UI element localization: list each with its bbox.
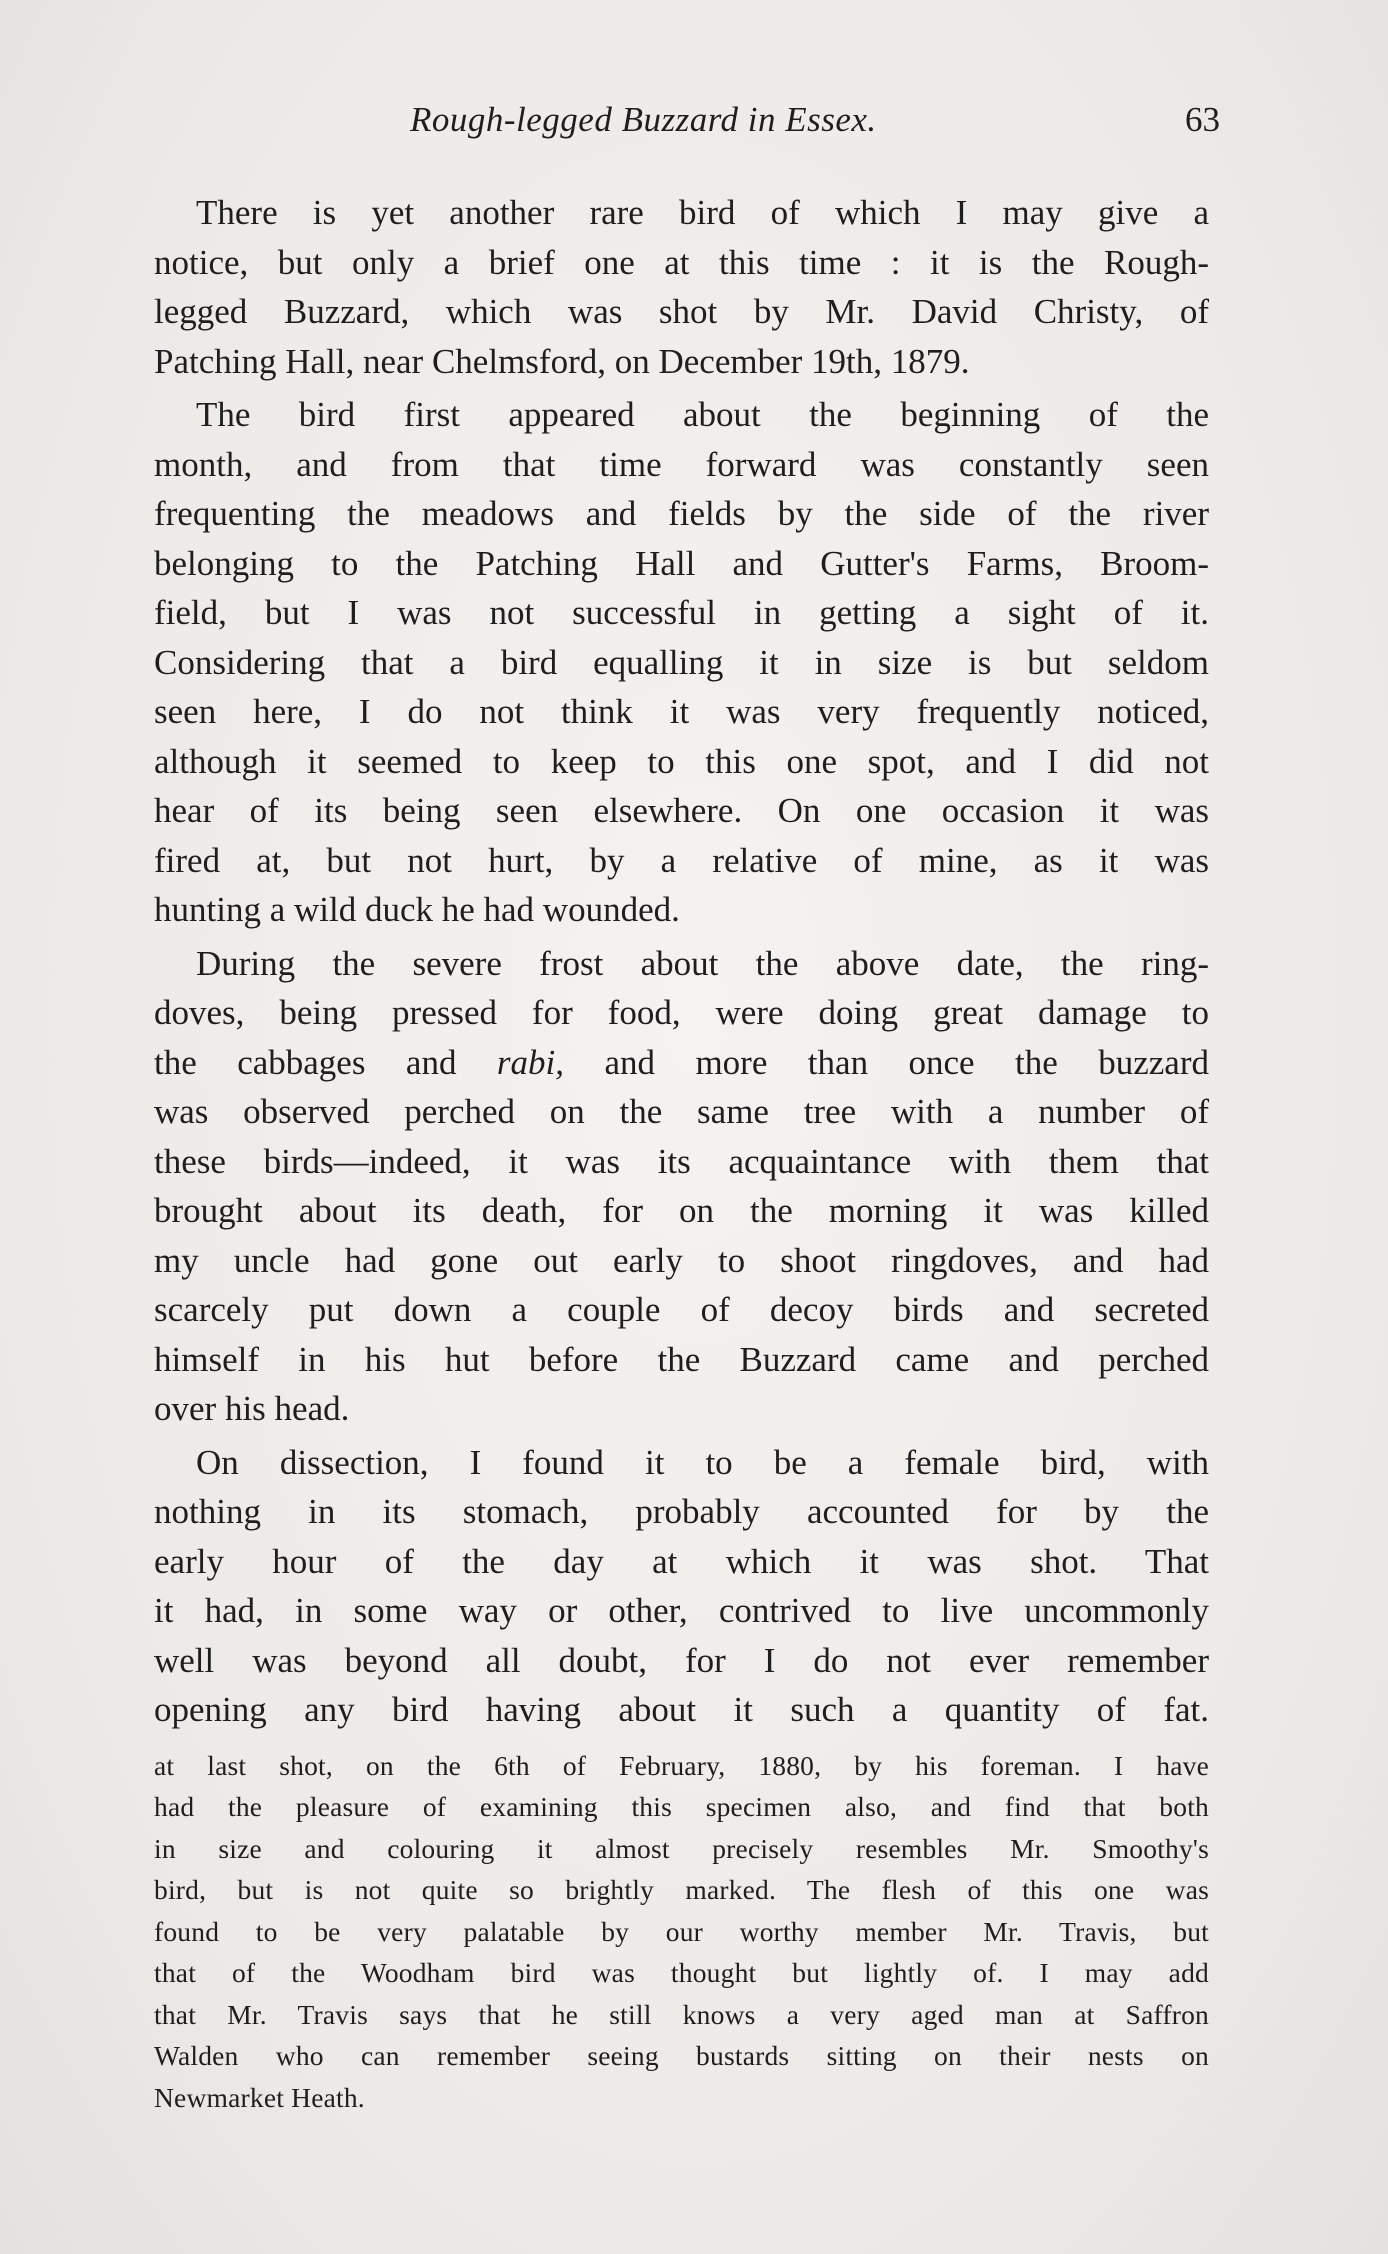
text-line: field, but I was not successful in getting a sight of it. [154, 593, 1209, 632]
text-line: The bird first appeared about the beginning of the [196, 395, 1209, 434]
body-text [154, 188, 1209, 2118]
text-line: fired at, but not hurt, by a relative of mine, as it was [154, 840, 1209, 880]
text-line: it had, in some way or other, contrived to live uncommonly [154, 1591, 1209, 1630]
page-number: 63 [1185, 100, 1220, 139]
footnote-line: Newmarket Heath. [154, 2081, 365, 2113]
running-title: Rough-legged Buzzard in Essex. [410, 100, 877, 139]
footnote-line: that Mr. Travis says that he still knows a very aged man at Saffron [154, 1998, 1209, 2030]
footnote-line: had the pleasure of examining this specimen also, and find that both [154, 1791, 1209, 1822]
text-line: my uncle had gone out early to shoot ringdoves, and had [154, 1240, 1209, 1280]
text-line: notice, but only a brief one at this time : it is the Rough- [154, 242, 1209, 282]
text-line: There is yet another rare bird of which I may give a [196, 193, 1209, 232]
text-line: was observed perched on the same tree with a number of [154, 1092, 1209, 1131]
paragraph-1 [154, 188, 1209, 386]
text-line: himself in his hut before the Buzzard came and perched [154, 1339, 1209, 1379]
text-line: Patching Hall, near Chelmsford, on December 19th, 1879. [154, 341, 970, 381]
text-line: hear of its being seen elsewhere. On one occasion it was [154, 791, 1209, 830]
text-line: brought about its death, for on the morning it was killed [154, 1191, 1209, 1230]
text-line: hunting a wild duck he had wounded. [154, 890, 680, 929]
footnote-line: in size and colouring it almost precisely resembles Mr. Smoothy's [154, 1832, 1209, 1864]
footnote [154, 1745, 1209, 2119]
text-line: over his head. [154, 1389, 350, 1428]
text-line: doves, being pressed for food, were doing great damage to [154, 993, 1209, 1032]
text-line: legged Buzzard, which was shot by Mr. David Christy, of [154, 292, 1209, 331]
text-line: seen here, I do not think it was very frequently noticed, [154, 692, 1209, 731]
text-line: although it seemed to keep to this one spot, and I did not [154, 741, 1209, 781]
text-line: On dissection, I found it to be a female bird, with [196, 1442, 1209, 1482]
text-line: scarcely put down a couple of decoy birds and secreted [154, 1290, 1209, 1329]
text-line: month, and from that time forward was constantly seen [154, 444, 1209, 484]
footnote-line: found to be very palatable by our worthy member Mr. Travis, but [154, 1915, 1209, 1947]
text-line: nothing in its stomach, probably accounted for by the [154, 1492, 1209, 1531]
text-line: opening any bird having about it such a quantity of fat. [154, 1690, 1209, 1729]
text-line: frequenting the meadows and fields by the side of the river [154, 494, 1209, 533]
paragraph-2 [154, 390, 1209, 935]
text-line: these birds—indeed, it was its acquaintance with them that [154, 1141, 1209, 1181]
text-line: well was beyond all doubt, for I do not ever remember [154, 1640, 1209, 1680]
italic-word: rabi, [496, 1042, 565, 1082]
footnote-line: at last shot, on the 6th of February, 1880, by his foreman. I have [154, 1749, 1209, 1781]
text-line: Considering that a bird equalling it in size is but seldom [154, 642, 1209, 682]
text-line: early hour of the day at which it was shot. That [154, 1541, 1209, 1581]
text-line: belonging to the Patching Hall and Gutter's Farms, Broom- [154, 543, 1209, 583]
paragraph-3 [154, 939, 1209, 1434]
text-fragment: the cabbages and [154, 1042, 497, 1082]
footnote-line: that of the Woodham bird was thought but lightly of. I may add [154, 1957, 1209, 1988]
footnote-line: Walden who can remember seeing bustards sitting on their nests on [154, 2040, 1209, 2071]
text-fragment: and more than once the buzzard [564, 1042, 1209, 1082]
paragraph-4 [154, 1438, 1209, 1735]
text-line: During the severe frost about the above date, the ring- [196, 943, 1209, 983]
page-header [150, 100, 1220, 146]
footnote-line: bird, but is not quite so brightly marked. The flesh of this one was [154, 1874, 1209, 1905]
text-line [154, 1038, 1209, 1088]
